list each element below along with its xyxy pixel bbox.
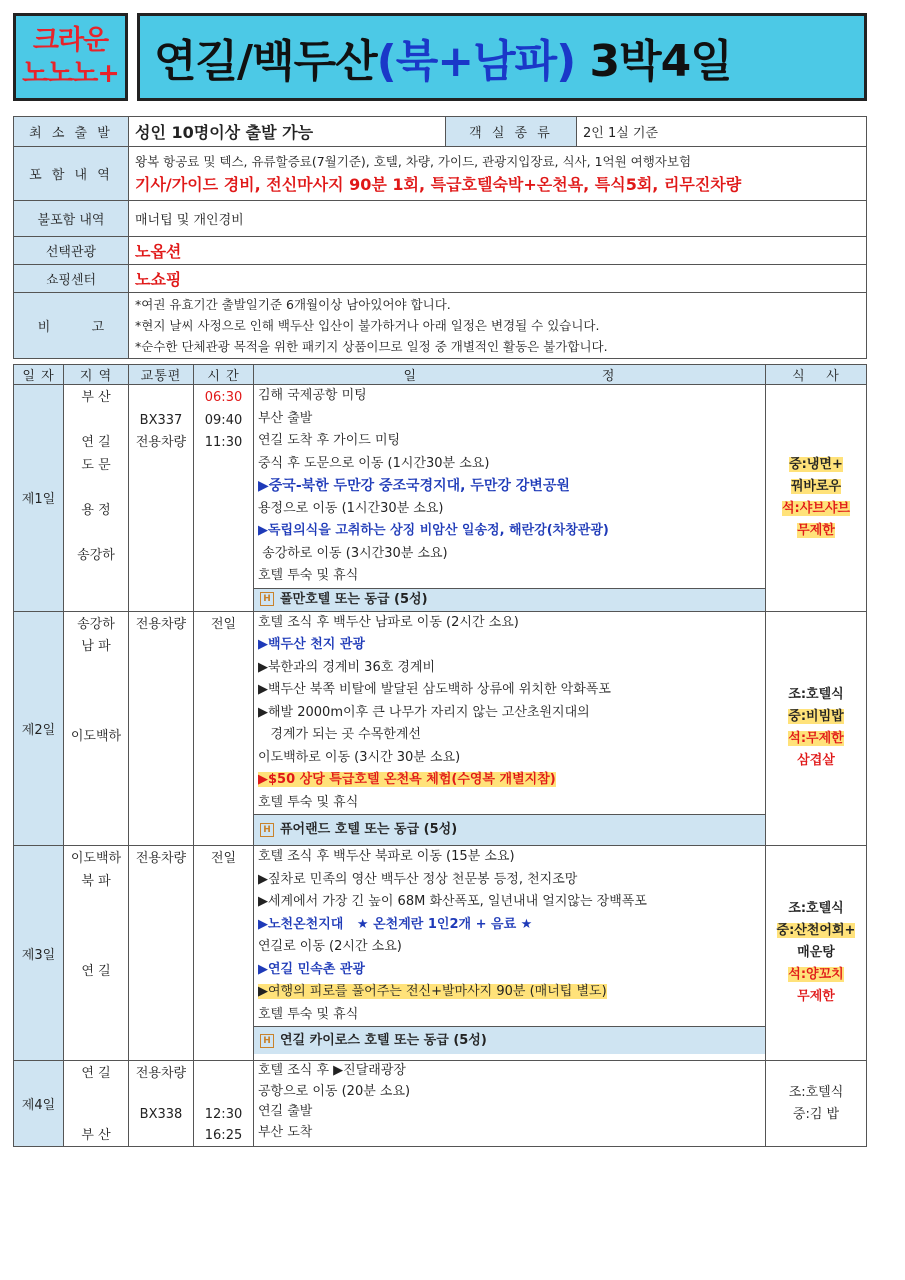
time: 11:30 bbox=[204, 435, 243, 450]
location bbox=[68, 938, 124, 961]
day-itinerary bbox=[254, 846, 766, 1061]
itinerary-line: 연길 도착 후 가이드 미팅 bbox=[258, 433, 401, 448]
transport: BX337 bbox=[139, 412, 183, 428]
itinerary-line: ▶해발 2000m이후 큰 나무가 자리지 않는 고산초원지대의 bbox=[258, 704, 590, 720]
location bbox=[68, 522, 124, 545]
meal-item: 석:샤브샤브 bbox=[782, 500, 850, 516]
meal-item: 매운탕 bbox=[797, 945, 835, 960]
logo-line2: 노노노+ bbox=[22, 58, 119, 89]
itinerary-line: ▶세계에서 가장 긴 높이 68M 화산폭포, 일년내내 얼지않는 장백폭포 bbox=[258, 894, 647, 909]
itinerary-line: 호텔 투숙 및 휴식 bbox=[258, 1006, 359, 1022]
optional-tour-value: 노옵션 bbox=[129, 237, 867, 265]
hotel-row bbox=[254, 1026, 765, 1054]
meal-item: 중:김 밥 bbox=[792, 1106, 840, 1122]
time: 전일 bbox=[210, 616, 237, 632]
itinerary-line: 호텔 조식 후 백두산 북파로 이동 (15분 소요) bbox=[258, 849, 515, 864]
hotel-icon: H bbox=[260, 592, 274, 606]
excluded-label: 불포함 내역 bbox=[14, 201, 129, 237]
meal-item: 석:양꼬치 bbox=[788, 967, 844, 982]
time: 09:40 bbox=[204, 412, 243, 428]
transport: BX338 bbox=[139, 1107, 183, 1122]
meal-item: 석:무제한 bbox=[788, 731, 844, 747]
shopping-value: 노쇼핑 bbox=[129, 265, 867, 293]
itinerary-line: ▶독립의식을 고취하는 상징 비암산 일송정, 해란강(차창관광) bbox=[258, 523, 609, 538]
location bbox=[68, 659, 124, 682]
hotel-name: 풀만호텔 또는 동급 (5성) bbox=[280, 591, 428, 607]
location bbox=[68, 410, 124, 433]
itinerary-line: 경계가 되는 곳 수목한계선 bbox=[258, 727, 421, 742]
location: 부 산 bbox=[81, 1127, 111, 1143]
notes-value bbox=[129, 293, 867, 359]
included-label: 포 함 내 역 bbox=[14, 147, 129, 201]
day-times bbox=[194, 611, 254, 846]
day-itinerary bbox=[254, 385, 766, 612]
itinerary-line: ▶북한과의 경계비 36호 경계비 bbox=[258, 659, 436, 675]
hotel-icon: H bbox=[260, 823, 274, 837]
itinerary-line: 공항으로 이동 (20분 소요) bbox=[258, 1083, 411, 1099]
meal-item: 조:호텔식 bbox=[788, 687, 844, 703]
header-meal: 식 사 bbox=[766, 365, 867, 385]
day-locations bbox=[64, 385, 129, 612]
time bbox=[198, 1084, 249, 1105]
room-type-label: 객 실 종 류 bbox=[446, 117, 577, 147]
day-row bbox=[14, 846, 867, 1061]
itinerary-line: 이도백하로 이동 (3시간 30분 소요) bbox=[258, 749, 461, 765]
meal-item: 꿔바로우 bbox=[790, 478, 842, 494]
itinerary-line: 호텔 조식 후 ▶진달래광장 bbox=[258, 1063, 406, 1078]
itinerary-line: 호텔 투숙 및 휴식 bbox=[258, 794, 359, 810]
min-departure-label: 최 소 출 발 bbox=[14, 117, 129, 147]
day-meals bbox=[766, 611, 867, 846]
location: 송강하 bbox=[77, 547, 115, 563]
meal-item: 조:호텔식 bbox=[788, 901, 844, 916]
itinerary-line: 호텔 조식 후 백두산 남파로 이동 (2시간 소요) bbox=[258, 614, 519, 630]
day-transport bbox=[129, 611, 194, 846]
itinerary-line: 부산 도착 bbox=[258, 1124, 313, 1140]
brand-logo bbox=[13, 13, 128, 101]
itinerary-line: 송강하로 이동 (3시간30분 소요) bbox=[258, 545, 448, 561]
header-region: 지 역 bbox=[64, 365, 129, 385]
meal-item: 중:비빔밥 bbox=[788, 709, 844, 725]
location: 연 길 bbox=[81, 1066, 111, 1081]
itinerary-line: 호텔 투숙 및 휴식 bbox=[258, 568, 359, 583]
location: 연 길 bbox=[81, 963, 111, 979]
transport: 전용차량 bbox=[135, 616, 187, 632]
header-time: 시 간 bbox=[194, 365, 254, 385]
location: 이도백하 bbox=[70, 851, 122, 866]
day-transport bbox=[129, 846, 194, 1061]
transport: 전용차량 bbox=[135, 851, 187, 866]
transport bbox=[133, 1084, 189, 1105]
time: 전일 bbox=[210, 851, 237, 866]
included-line2: 기사/가이드 경비, 전신마사지 90분 1회, 특급호텔숙박+온천욕, 특식5회, 리무진차량 bbox=[135, 174, 742, 194]
info-table bbox=[13, 116, 867, 359]
page-title bbox=[154, 25, 732, 89]
hotel-icon: H bbox=[260, 1034, 274, 1048]
excluded-value: 매너팁 및 개인경비 bbox=[129, 201, 867, 237]
day-itinerary bbox=[254, 1061, 766, 1147]
location bbox=[68, 1084, 124, 1105]
day-transport bbox=[129, 1061, 194, 1147]
day-locations bbox=[64, 611, 129, 846]
time bbox=[198, 1063, 249, 1084]
min-departure-value: 성인 10명이상 출발 가능 bbox=[129, 117, 446, 147]
day-label: 제1일 bbox=[14, 385, 64, 612]
location: 송강하 bbox=[77, 616, 115, 632]
day-meals bbox=[766, 846, 867, 1061]
day-row bbox=[14, 385, 867, 612]
location: 연 길 bbox=[81, 435, 111, 450]
meal-item: 중:냉면+ bbox=[789, 456, 843, 472]
itinerary-line: 용정으로 이동 (1시간30분 소요) bbox=[258, 500, 444, 516]
day-times bbox=[194, 846, 254, 1061]
notes-label: 비 고 bbox=[14, 293, 129, 359]
itinerary-line: ▶백두산 북쪽 비탈에 발달된 삼도백하 상류에 위치한 악화폭포 bbox=[258, 682, 611, 697]
location bbox=[68, 681, 124, 704]
day-times bbox=[194, 385, 254, 612]
itinerary-line: ▶노천온천지대 ★ 온천계란 1인2개 + 음료 ★ bbox=[258, 916, 533, 932]
itinerary-line: ▶중국-북한 두만강 중조국경지대, 두만강 강변공원 bbox=[258, 478, 570, 494]
location: 북 파 bbox=[81, 873, 111, 889]
title-part2: (북+남파) bbox=[376, 36, 576, 87]
itinerary-line: 부산 출발 bbox=[258, 410, 313, 426]
itinerary-line: ▶짚차로 민족의 영산 백두산 정상 천문봉 등정, 천지조망 bbox=[258, 871, 578, 887]
location: 부 산 bbox=[81, 390, 111, 405]
location bbox=[68, 916, 124, 939]
header-itinerary: 일 정 bbox=[254, 365, 766, 385]
day-meals bbox=[766, 1061, 867, 1147]
optional-tour-label: 선택관광 bbox=[14, 237, 129, 265]
day-meals bbox=[766, 385, 867, 612]
logo-line1: 크라운 bbox=[32, 25, 109, 56]
day-locations bbox=[64, 1061, 129, 1147]
meal-item: 무제한 bbox=[797, 989, 835, 1004]
page-title-box bbox=[137, 13, 867, 101]
included-value bbox=[129, 147, 867, 201]
location: 용 정 bbox=[81, 502, 111, 518]
schedule-header bbox=[14, 365, 867, 385]
note-line: *현지 날씨 사정으로 인해 백두산 입산이 불가하거나 아래 일정은 변경될 수 있습니다. bbox=[135, 318, 600, 333]
itinerary-line: ▶연길 민속촌 관광 bbox=[258, 961, 365, 977]
schedule-table bbox=[13, 364, 867, 1147]
shopping-label: 쇼핑센터 bbox=[14, 265, 129, 293]
day-label: 제2일 bbox=[14, 611, 64, 846]
transport bbox=[133, 387, 189, 410]
header-transport: 교통편 bbox=[129, 365, 194, 385]
day-transport bbox=[129, 385, 194, 612]
note-line: *순수한 단체관광 목적을 위한 패키지 상품이므로 일정 중 개별적인 활동은 불가합니다. bbox=[135, 339, 608, 354]
itinerary-line: 중식 후 도문으로 이동 (1시간30분 소요) bbox=[258, 455, 490, 471]
day-itinerary bbox=[254, 611, 766, 846]
location bbox=[68, 893, 124, 916]
itinerary-line: ▶여행의 피로를 풀어주는 전신+발마사지 90분 (매너팁 별도) bbox=[258, 984, 607, 999]
time: 12:30 bbox=[204, 1107, 243, 1122]
title-part1: 연길/백두산 bbox=[154, 36, 377, 87]
location: 남 파 bbox=[81, 639, 111, 654]
day-row bbox=[14, 611, 867, 846]
day-locations bbox=[64, 846, 129, 1061]
itinerary-line: 김해 국제공항 미팅 bbox=[258, 388, 367, 403]
hotel-row bbox=[254, 588, 765, 611]
location: 도 문 bbox=[81, 457, 111, 473]
location bbox=[68, 704, 124, 727]
header-day: 일 자 bbox=[14, 365, 64, 385]
itinerary-line: ▶$50 상당 특급호텔 온천욕 체험(수영복 개별지참) bbox=[258, 772, 556, 787]
location bbox=[68, 477, 124, 500]
time: 16:25 bbox=[204, 1127, 243, 1143]
transport: 전용차량 bbox=[135, 435, 187, 450]
hotel-name: 퓨어랜드 호텔 또는 동급 (5성) bbox=[280, 822, 458, 837]
day-label: 제4일 bbox=[14, 1061, 64, 1147]
itinerary-line: 연길 출발 bbox=[258, 1104, 313, 1119]
hotel-name: 연길 카이로스 호텔 또는 동급 (5성) bbox=[280, 1033, 487, 1048]
room-type-value: 2인 1실 기준 bbox=[577, 117, 867, 147]
day-times bbox=[194, 1061, 254, 1147]
meal-item: 삼겹살 bbox=[797, 753, 835, 769]
title-part3: 3박4일 bbox=[575, 36, 732, 87]
location: 이도백하 bbox=[70, 729, 122, 744]
meal-item: 조:호텔식 bbox=[788, 1084, 844, 1100]
itinerary-line: 연길로 이동 (2시간 소요) bbox=[258, 939, 402, 954]
hotel-row bbox=[254, 814, 765, 845]
transport: 전용차량 bbox=[135, 1066, 187, 1081]
itinerary-line: ▶백두산 천지 관광 bbox=[258, 637, 365, 652]
meal-item: 무제한 bbox=[797, 522, 835, 538]
meal-item: 중:산천어회+ bbox=[776, 923, 856, 938]
note-line: *여권 유효기간 출발일기준 6개월이상 남아있어야 합니다. bbox=[135, 297, 451, 312]
included-line1: 왕복 항공료 및 텍스, 유류할증료(7월기준), 호텔, 차량, 가이드, 관광지입장료, 식사, 1억원 여행자보험 bbox=[135, 153, 692, 169]
time: 06:30 bbox=[204, 390, 243, 405]
location bbox=[68, 1104, 124, 1125]
day-row bbox=[14, 1061, 867, 1147]
day-label: 제3일 bbox=[14, 846, 64, 1061]
